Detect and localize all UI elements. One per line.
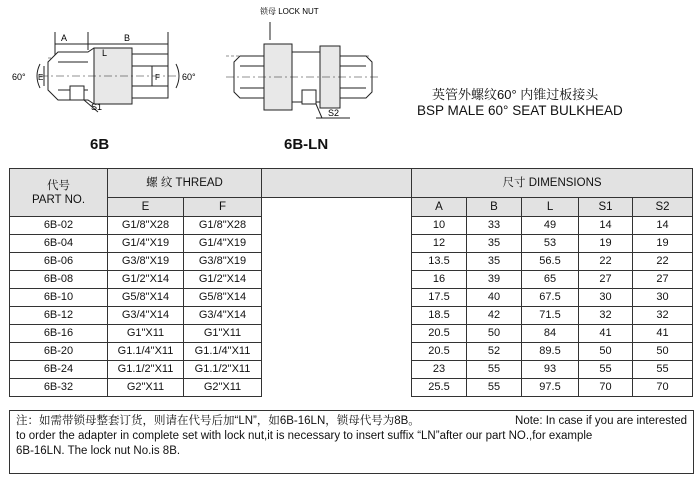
cell-s2: 55 xyxy=(633,361,693,379)
order-note xyxy=(9,410,694,474)
cell-e: G1.1/4"X11 xyxy=(108,343,184,361)
gap-cell xyxy=(262,235,412,253)
cell-a: 12 xyxy=(412,235,467,253)
cell-s1: 14 xyxy=(579,217,633,235)
cell-l: 67.5 xyxy=(522,289,579,307)
cell-f: G2"X11 xyxy=(184,379,262,397)
table-row xyxy=(10,307,693,325)
drawing-6b-ln xyxy=(226,22,380,118)
model-6b-ln-label: 6B-LN xyxy=(284,136,329,153)
cell-b: 55 xyxy=(467,361,522,379)
cell-e: G1.1/2"X11 xyxy=(108,361,184,379)
header-thread: 螺 纹 THREAD xyxy=(108,169,262,198)
cell-a: 16 xyxy=(412,271,467,289)
cell-s1: 19 xyxy=(579,235,633,253)
cell-s1: 55 xyxy=(579,361,633,379)
cell-part: 6B-10 xyxy=(10,289,108,307)
cell-e: G5/8"X14 xyxy=(108,289,184,307)
dim-e-label: E xyxy=(38,73,44,82)
table-row xyxy=(10,253,693,271)
drawing-6b xyxy=(37,32,179,112)
note-cn: 注：如需带锁母整套订货，则请在代号后加“LN”，如6B-16LN，锁母代号为8B。 xyxy=(16,415,420,427)
cell-l: 56.5 xyxy=(522,253,579,271)
cell-s2: 27 xyxy=(633,271,693,289)
model-6b-label: 6B xyxy=(90,136,110,153)
product-title-cn: 英管外螺纹60° 内锥过板接头 xyxy=(432,87,599,102)
gap-cell xyxy=(262,271,412,289)
cell-s1: 41 xyxy=(579,325,633,343)
cell-a: 18.5 xyxy=(412,307,467,325)
cell-f: G3/4"X14 xyxy=(184,307,262,325)
header-code-en: PART NO. xyxy=(31,193,86,206)
cell-part: 6B-06 xyxy=(10,253,108,271)
cell-l: 53 xyxy=(522,235,579,253)
table-row xyxy=(10,235,693,253)
cell-f: G1.1/4"X11 xyxy=(184,343,262,361)
cell-s2: 70 xyxy=(633,379,693,397)
cell-e: G3/8"X19 xyxy=(108,253,184,271)
cell-part: 6B-04 xyxy=(10,235,108,253)
cell-a: 25.5 xyxy=(412,379,467,397)
cell-b: 35 xyxy=(467,235,522,253)
gap-cell xyxy=(262,253,412,271)
header-code-cn: 代号 xyxy=(47,179,70,192)
cell-part: 6B-24 xyxy=(10,361,108,379)
dim-a-label: A xyxy=(61,33,68,43)
cell-l: 65 xyxy=(522,271,579,289)
header-dimensions: 尺寸 DIMENSIONS xyxy=(412,169,693,198)
note-en-line3: 6B-16LN. The lock nut No.is 8B. xyxy=(16,445,181,457)
cell-f: G3/8"X19 xyxy=(184,253,262,271)
dim-s1-label: S1 xyxy=(91,102,103,112)
note-en-line2: to order the adapter in complete set with lock nut,it is necessary to insert suffix “LN”after our part NO.,for example xyxy=(16,430,593,442)
cell-l: 93 xyxy=(522,361,579,379)
cell-b: 39 xyxy=(467,271,522,289)
cell-l: 49 xyxy=(522,217,579,235)
cell-f: G1.1/2"X11 xyxy=(184,361,262,379)
cell-b: 40 xyxy=(467,289,522,307)
cell-s2: 22 xyxy=(633,253,693,271)
cell-a: 20.5 xyxy=(412,343,467,361)
cell-f: G1/2"X14 xyxy=(184,271,262,289)
cell-l: 97.5 xyxy=(522,379,579,397)
cell-s2: 32 xyxy=(633,307,693,325)
table-row xyxy=(10,361,693,379)
cell-s1: 70 xyxy=(579,379,633,397)
cell-part: 6B-32 xyxy=(10,379,108,397)
cell-part: 6B-08 xyxy=(10,271,108,289)
cell-s2: 41 xyxy=(633,325,693,343)
cell-part: 6B-16 xyxy=(10,325,108,343)
cell-l: 84 xyxy=(522,325,579,343)
cell-f: G1/8"X28 xyxy=(184,217,262,235)
table-row xyxy=(10,271,693,289)
dim-s2-label: S2 xyxy=(328,108,340,118)
cell-b: 52 xyxy=(467,343,522,361)
cell-s1: 50 xyxy=(579,343,633,361)
cell-b: 42 xyxy=(467,307,522,325)
cell-b: 35 xyxy=(467,253,522,271)
cell-s2: 30 xyxy=(633,289,693,307)
header-s1: S1 xyxy=(579,198,633,217)
cell-s1: 27 xyxy=(579,271,633,289)
cell-part: 6B-12 xyxy=(10,307,108,325)
cell-l: 89.5 xyxy=(522,343,579,361)
gap-cell xyxy=(262,361,412,379)
dim-f-label: F xyxy=(155,73,160,82)
cell-e: G1/8"X28 xyxy=(108,217,184,235)
cell-f: G1/4"X19 xyxy=(184,235,262,253)
cell-b: 33 xyxy=(467,217,522,235)
cell-b: 50 xyxy=(467,325,522,343)
cell-a: 23 xyxy=(412,361,467,379)
cell-l: 71.5 xyxy=(522,307,579,325)
cell-s1: 22 xyxy=(579,253,633,271)
table-row xyxy=(10,217,693,235)
header-gap-2 xyxy=(262,198,412,217)
cell-f: G5/8"X14 xyxy=(184,289,262,307)
header-part-no xyxy=(10,169,108,217)
cell-part: 6B-02 xyxy=(10,217,108,235)
gap-cell xyxy=(262,325,412,343)
angle-left-label: 60° xyxy=(12,72,26,82)
table-row xyxy=(10,325,693,343)
header-b: B xyxy=(467,198,522,217)
lock-nut-label: 锁母 LOCK NUT xyxy=(260,7,319,16)
cell-s1: 32 xyxy=(579,307,633,325)
cell-s1: 30 xyxy=(579,289,633,307)
spec-table xyxy=(9,168,693,397)
header-s2: S2 xyxy=(633,198,693,217)
gap-cell xyxy=(262,289,412,307)
dim-l-label: L xyxy=(102,48,108,58)
header-l: L xyxy=(522,198,579,217)
cell-e: G2"X11 xyxy=(108,379,184,397)
header-e: E xyxy=(108,198,184,217)
product-title-en: BSP MALE 60° SEAT BULKHEAD xyxy=(417,103,623,118)
cell-s2: 14 xyxy=(633,217,693,235)
cell-s2: 50 xyxy=(633,343,693,361)
gap-cell xyxy=(262,343,412,361)
header-f: F xyxy=(184,198,262,217)
gap-cell xyxy=(262,379,412,397)
table-row xyxy=(10,289,693,307)
dim-b-label: B xyxy=(124,33,131,43)
cell-e: G1/2"X14 xyxy=(108,271,184,289)
cell-a: 17.5 xyxy=(412,289,467,307)
cell-s2: 19 xyxy=(633,235,693,253)
cell-b: 55 xyxy=(467,379,522,397)
gap-cell xyxy=(262,307,412,325)
table-header-row-1 xyxy=(10,169,693,198)
spec-table-body xyxy=(10,217,693,397)
cell-a: 20.5 xyxy=(412,325,467,343)
angle-right-label: 60° xyxy=(182,72,196,82)
header-gap xyxy=(262,169,412,198)
cell-a: 13.5 xyxy=(412,253,467,271)
note-en-start: Note: In case if you are interested xyxy=(515,415,687,427)
cell-f: G1"X11 xyxy=(184,325,262,343)
cell-e: G3/4"X14 xyxy=(108,307,184,325)
table-row xyxy=(10,343,693,361)
cell-part: 6B-20 xyxy=(10,343,108,361)
cell-e: G1"X11 xyxy=(108,325,184,343)
cell-a: 10 xyxy=(412,217,467,235)
gap-cell xyxy=(262,217,412,235)
table-row xyxy=(10,379,693,397)
table-header-row-2 xyxy=(10,198,693,217)
header-a: A xyxy=(412,198,467,217)
cell-e: G1/4"X19 xyxy=(108,235,184,253)
